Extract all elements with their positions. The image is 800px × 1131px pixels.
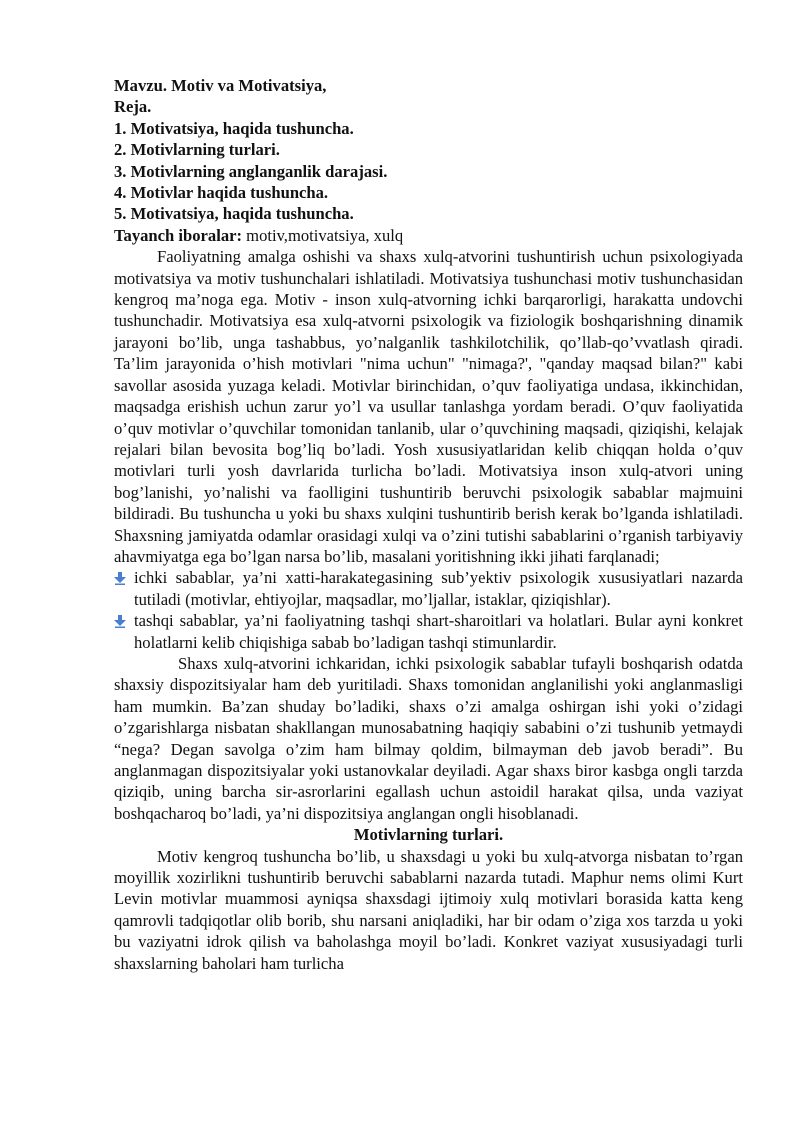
plan-item: 3. Motivlarning anglanganlik darajasi. — [114, 161, 388, 181]
list-item — [114, 610, 743, 653]
body-paragraph: Motiv kengroq tushuncha bo’lib, u shaxsdagi u yoki bu xulq-atvorga nisbatan to’rgan moyillik xozirlikni tushuntirib beruvchi sabablarni nazarda tutadi. Maphur nems olimi Kurt Levin motivlar muammosi ayniqsa shaxsdagi ijtimoiy xulq motivlari borasida katta keng qamrovli tadqiqotlar olib borib, shu narsani aniqladiki, har bir odam o’ziga xos tarzda u yoki bu vaziyatni idrok qilish va baholashga moyil bo’ladi. Konkret vaziyat xususiyadagi turli shaxslarning baholari ham turlicha — [114, 846, 743, 973]
keywords-value: motiv,motivatsiya, xulq — [242, 225, 404, 245]
body-paragraph: Shaxs xulq-atvorini ichkaridan, ichki psixologik sabablar tufayli boshqarish odatda shaxsiy dispozitsiyalar ham deb yuritiladi. Shaxs tomonidan anglanilishi yoki anglanmasligi ham mumkin. Ba’zan shuday bo’ladiki, shaxs o’zi amalga oshirgan ishi yoki o’zidagi o’zgarishlarga nisbatan shakllangan munosabatning haqiqiy sababini o’zi tushunib yetmaydi “nega? Degan savolga o’zim ham bilmay qoldim, bilmayman deb javob beradi”. Bu anglanmagan dispozitsiyalar yoki ustanovkalar deyiladi. Agar shaxs biror kasbga ongli tarzda qiziqib, uning barcha sir-asrorlarini egallash uchun astoidil harakat qilsa, unda vaziyat boshqacharoq bo’ladi, ya’ni dispozitsiya anglangan ongli hisoblanadi. — [114, 653, 743, 823]
arrow-down-bullet-icon — [114, 614, 126, 628]
list-item-text: tashqi sabablar, ya’ni faoliyatning tashqi shart-sharoitlari va holatlari. Bular ayni konkret holatlarni kelib chiqishiga sabab bo’ladigan tashqi stimunlardir. — [134, 611, 743, 652]
topic-heading: Mavzu. Motiv va Motivatsiya, — [114, 76, 327, 95]
body-paragraph: Faoliyatning amalga oshishi va shaxs xulq-atvorini tushuntirish uchun psixologiyada motivatsiya va motiv tushunchalari ishlatiladi. Motivatsiya tushunchasi motiv tushunchasidan kengroq ma’noga ega. Motiv - inson xulq-atvorning ichki barqarorligi, harakatta undovchi tushunchadir. Motivatsiya esa xulq-atvorni psixologik va fiziologik boshqarishning dinamik jarayoni bo’lib, unga tashabbus, yo’nalganlik tashkilotchilik, qo’llab-qo’vvatlash qiradi. Ta’lim jarayonida o’hish motivlari "nima uchun" "nimaga?', "qanday maqsad bilan?" kabi savollar asosida yuzaga keladi. Motivlar birinchidan, o’quv faoliyatiga undasa, ikkinchidan, maqsadga erishish uchun zarur yo’l va usullar tanlashga yordam beradi. O’quv faoliyatida o’quv motivlar o’quvchilar tomonidan tanlanib, ular o’quvchining maqsadi, qiziqishi, kelajak rejalari bilan bevosita bog’liq bo’ladi. Yosh xususiyatlaridan kelib chiqqan holda o’quv motivlari turli yosh davrlarida turlicha bo’ladi. Motivatsiya inson xulq-atvori uning bog’lanishi, yo’nalishi va faolligini tushuntirib beruvchi psixologik sabablar majmuini bildiradi. Bu tushuncha u yoki bu shaxs xulqini tushuntirib berish kerak bo’lganda ishlatiladi. Shaxsning jamiyatda odamlar orasidagi xulqi va o’zini tutishi sabablarini o’rganish tarbiyaviy ahavmiyatga ega bo’lgan narsa bo’lib, masalani yoritishning ikki jihati farqlanadi; — [114, 247, 743, 566]
bullet-list — [114, 567, 743, 653]
plan-label: Reja. — [114, 97, 152, 117]
plan-item: 2. Motivlarning turlari. — [114, 140, 280, 160]
section-heading: Motivlarning turlari. — [353, 825, 504, 845]
plan-item: 1. Motivatsiya, haqida tushuncha. — [114, 118, 354, 138]
arrow-down-bullet-icon — [114, 571, 126, 585]
keywords-label: Tayanch iboralar: — [114, 225, 243, 245]
keywords-line — [114, 225, 743, 246]
plan-item: 5. Motivatsiya, haqida tushuncha. — [114, 204, 354, 224]
list-item — [114, 567, 743, 610]
plan-item: 4. Motivlar haqida tushuncha. — [114, 183, 329, 203]
list-item-text: ichki sabablar, ya’ni xatti-harakategasining sub’yektiv psixologik xususiyatlari nazarda tutiladi (motivlar, ehtiyojlar, maqsadlar, mo’ljallar, istaklar, qiziqishlar). — [134, 568, 743, 609]
